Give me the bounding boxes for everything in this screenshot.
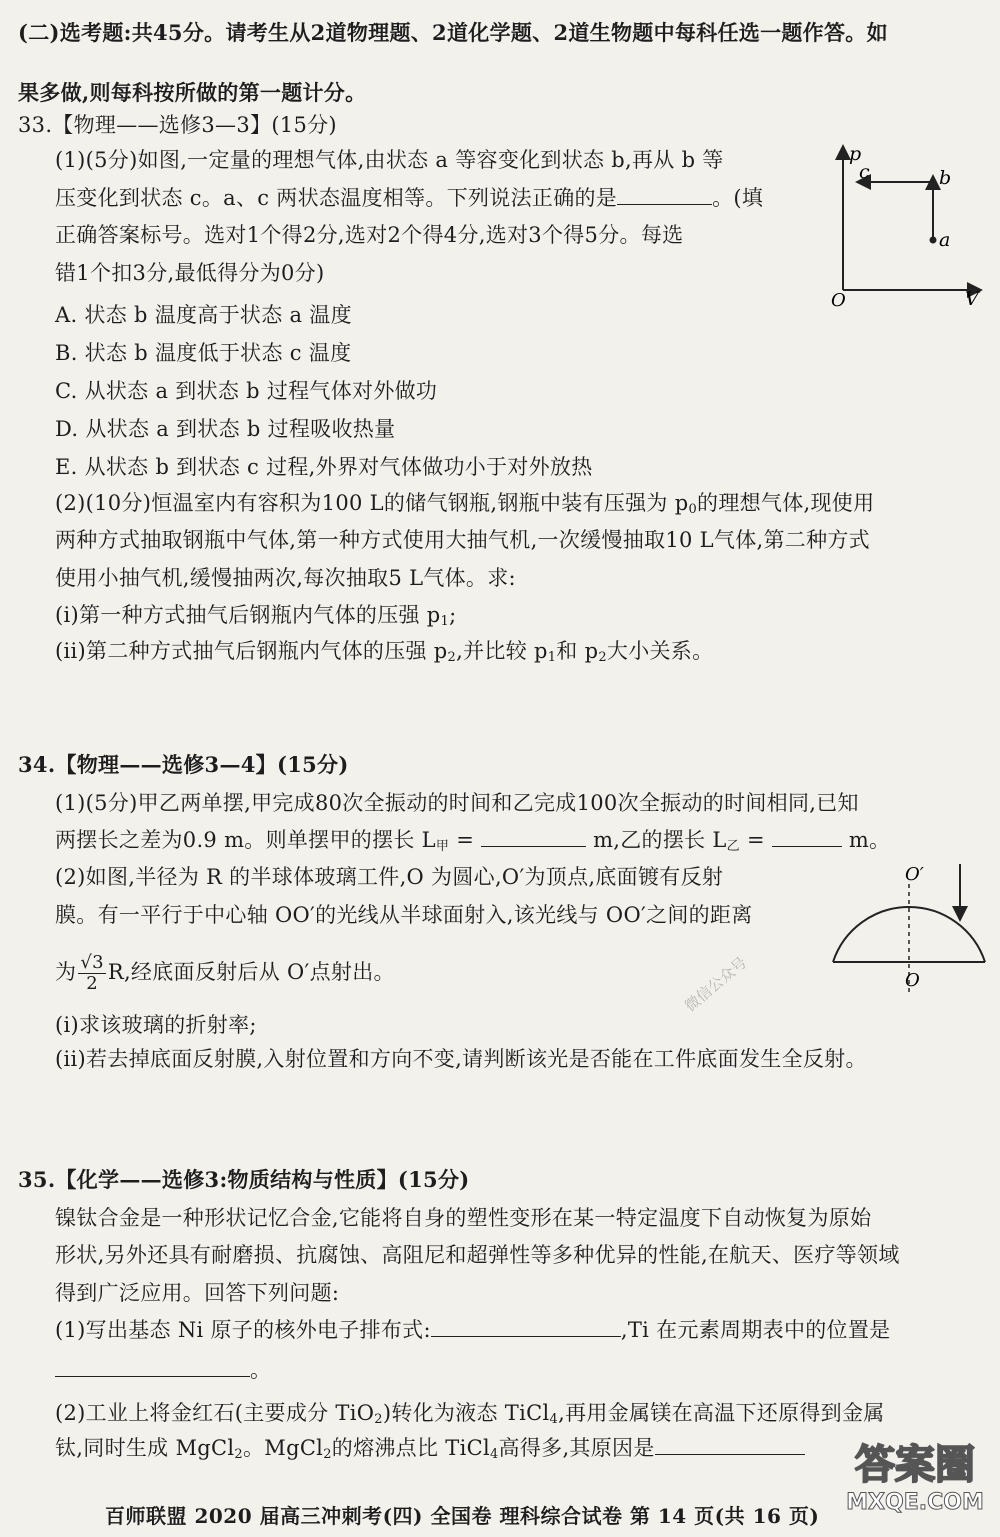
- q33-option-e: E. 从状态 b 到状态 c 过程,外界对气体做功小于对外放热: [55, 455, 593, 479]
- q34-p1-line2-b: =: [449, 828, 475, 852]
- q33-p1-line2: [55, 183, 763, 213]
- q34-p1-line2-c: m,乙的摆长 L: [593, 828, 727, 852]
- q34-p2-ii: (ii)若去掉底面反射膜,入射位置和方向不变,请判断该光是否能在工件底面发生全反射。: [55, 1047, 867, 1071]
- q35-sub-ticl4-b: 4: [489, 1447, 499, 1462]
- q33-p2-line3: 使用小抽气机,缓慢抽两次,每次抽取5 L气体。求:: [55, 566, 516, 590]
- q34-p2-line2: 膜。有一平行于中心轴 OO′的光线从半球面射入,该光线与 OO′之间的距离: [55, 903, 753, 927]
- q33-p2-sub0: 0: [688, 502, 698, 517]
- q35-p2-line2-b: 。MgCl: [242, 1436, 324, 1460]
- q33-p1-line4: 错1个扣3分,最低得分为0分): [55, 261, 325, 285]
- q33-p2-i-end: ;: [449, 603, 457, 627]
- q34-p1-line2: [55, 825, 890, 862]
- pv-label-o: O: [831, 290, 846, 310]
- pv-label-a: a: [939, 229, 951, 251]
- q35-title: 35.【化学——选修3:物质结构与性质】(15分): [18, 1167, 470, 1192]
- fraction-sqrt3-over-2: [78, 953, 106, 994]
- stamp-url: MXQE.COM: [846, 1490, 984, 1515]
- q35-blank-ti-position[interactable]: [55, 1356, 250, 1377]
- watermark-text: 微信公众号: [681, 953, 751, 1016]
- pv-label-b: b: [939, 167, 952, 189]
- q34-blank-jia[interactable]: [481, 826, 586, 847]
- q35-line3: 得到广泛应用。回答下列问题:: [55, 1281, 340, 1305]
- q35-blank-electron-config[interactable]: [431, 1316, 621, 1337]
- pv-graph: [825, 140, 990, 310]
- q33-option-b: B. 状态 b 温度低于状态 c 温度: [55, 341, 352, 365]
- q34-p1-line1: (1)(5分)甲乙两单摆,甲完成80次全振动的时间和乙完成100次全振动的时间相同,已知: [55, 791, 859, 815]
- q33-p2-line2: 两种方式抽取钢瓶中气体,第一种方式使用大抽气机,一次缓慢抽取10 L气体,第二种方式: [55, 528, 870, 552]
- pv-label-p: p: [849, 143, 862, 165]
- watermark-stamp: [840, 1440, 990, 1530]
- fraction-denominator: 2: [86, 973, 98, 994]
- q33-option-c: C. 从状态 a 到状态 b 过程气体对外做功: [55, 379, 438, 403]
- q35-blank-reason[interactable]: [655, 1434, 805, 1455]
- q34-p2-i: (i)求该玻璃的折射率;: [55, 1013, 257, 1037]
- q35-sub-mgcl2-b: 2: [323, 1447, 332, 1462]
- q35-sub-tio2: 2: [374, 1412, 383, 1427]
- q33-p2-ii-sub: 2: [447, 650, 457, 665]
- q33-option-d: D. 从状态 a 到状态 b 过程吸收热量: [55, 417, 396, 441]
- q33-p2-ii-d: 大小关系。: [606, 639, 714, 663]
- q33-title: 33.【物理——选修3—3】(15分): [18, 113, 337, 137]
- q33-answer-blank[interactable]: [617, 184, 712, 205]
- q33-p2-line1-text: (2)(10分)恒温室内有容积为100 L的储气钢瓶,钢瓶中装有压强为 p: [55, 491, 689, 515]
- q35-p2-line1-b: )转化为液态 TiCl: [382, 1401, 550, 1425]
- pv-label-c: c: [859, 161, 870, 183]
- q34-sub-jia: 甲: [435, 839, 450, 854]
- q33-p2-line1-end: 的理想气体,现使用: [697, 491, 875, 515]
- q35-p2-line1: [55, 1398, 885, 1435]
- q33-p2-i-text: (i)第一种方式抽气后钢瓶内气体的压强 p: [55, 603, 441, 627]
- q34-p1-line2-e: m。: [848, 828, 891, 852]
- q34-p2-line1: (2)如图,半径为 R 的半球体玻璃工件,O 为圆心,O′为顶点,底面镀有反射: [55, 865, 724, 889]
- q35-sub-ticl4: 4: [549, 1412, 559, 1427]
- section-header-line-2: 果多做,则每科按所做的第一题计分。: [18, 80, 367, 105]
- section-header-line-1: (二)选考题:共45分。请考生从2道物理题、2道化学题、2道生物题中每科任选一题作答。如: [18, 20, 888, 45]
- q34-sub-yi: 乙: [726, 839, 740, 854]
- q35-p1-line2: [55, 1355, 271, 1385]
- q35-p2-line2-c: 的熔沸点比 TiCl: [331, 1436, 490, 1460]
- pv-point-a: [930, 237, 937, 244]
- q35-line2: 形状,另外还具有耐磨损、抗腐蚀、高阻尼和超弹性等多种优异的性能,在航天、医疗等领域: [55, 1243, 900, 1267]
- q33-p1-line1: (1)(5分)如图,一定量的理想气体,由状态 a 等容变化到状态 b,再从 b 等: [55, 148, 724, 172]
- q33-p2-ii-sub3: 2: [598, 650, 607, 665]
- q34-title: 34.【物理——选修3—4】(15分): [18, 752, 349, 777]
- q33-p1-line2-end: 。(填: [712, 186, 764, 210]
- label-o-prime: O′: [905, 864, 924, 885]
- q34-p2-line3-a: 为: [55, 960, 77, 984]
- q34-p2-line3-b: R,经底面反射后从 O′点射出。: [107, 960, 395, 984]
- q33-p2-ii-c: 和 p: [556, 639, 599, 663]
- hemisphere-figure: [825, 862, 990, 1002]
- q35-p1-b: ,Ti 在元素周期表中的位置是: [620, 1318, 891, 1342]
- q33-option-a: A. 状态 b 温度高于状态 a 温度: [55, 303, 352, 327]
- pv-label-v: V: [965, 288, 979, 310]
- fraction-numerator: √3: [80, 952, 104, 973]
- q35-p2-line1-c: ,再用金属镁在高温下还原得到金属: [558, 1401, 885, 1425]
- q35-p2-line2-d: 高得多,其原因是: [498, 1436, 655, 1460]
- q33-p2-line1: [55, 488, 874, 525]
- q35-p2-line1-a: (2)工业上将金红石(主要成分 TiO: [55, 1401, 375, 1425]
- q35-p1-a: (1)写出基态 Ni 原子的核外电子排布式:: [55, 1318, 431, 1342]
- q35-p1-c: 。: [250, 1358, 272, 1382]
- q35-line1: 镍钛合金是一种形状记忆合金,它能将自身的塑性变形在某一特定温度下自动恢复为原始: [55, 1206, 872, 1230]
- q33-p2-ii-a: (ii)第二种方式抽气后钢瓶内气体的压强 p: [55, 639, 448, 663]
- q34-blank-yi[interactable]: [772, 826, 842, 847]
- q35-sub-mgcl2-a: 2: [234, 1447, 243, 1462]
- q33-p2-ii-sub2: 1: [547, 650, 557, 665]
- q33-p2-ii: [55, 636, 713, 673]
- page-footer: 百师联盟 2020 届高三冲刺考(四) 全国卷 理科综合试卷 第 14 页(共 16 页): [105, 1504, 820, 1528]
- label-o: O: [905, 970, 920, 991]
- q34-p2-line3: [55, 950, 395, 994]
- q33-p2-i: [55, 600, 457, 637]
- q33-p2-ii-b: ,并比较 p: [456, 639, 548, 663]
- stamp-text: 答案圈: [855, 1442, 975, 1488]
- q33-p1-line2-text: 压变化到状态 c。a、c 两状态温度相等。下列说法正确的是: [55, 186, 618, 210]
- q35-p2-line2: [55, 1433, 805, 1470]
- pv-point-b: [930, 179, 937, 186]
- q34-p1-line2-d: =: [739, 828, 765, 852]
- q33-p2-i-sub: 1: [440, 614, 450, 629]
- q35-p2-line2-a: 钛,同时生成 MgCl: [55, 1436, 235, 1460]
- q33-p1-line3: 正确答案标号。选对1个得2分,选对2个得4分,选对3个得5分。每选: [55, 223, 684, 247]
- q34-p1-line2-a: 两摆长之差为0.9 m。则单摆甲的摆长 L: [55, 828, 436, 852]
- q35-p1: [55, 1315, 890, 1345]
